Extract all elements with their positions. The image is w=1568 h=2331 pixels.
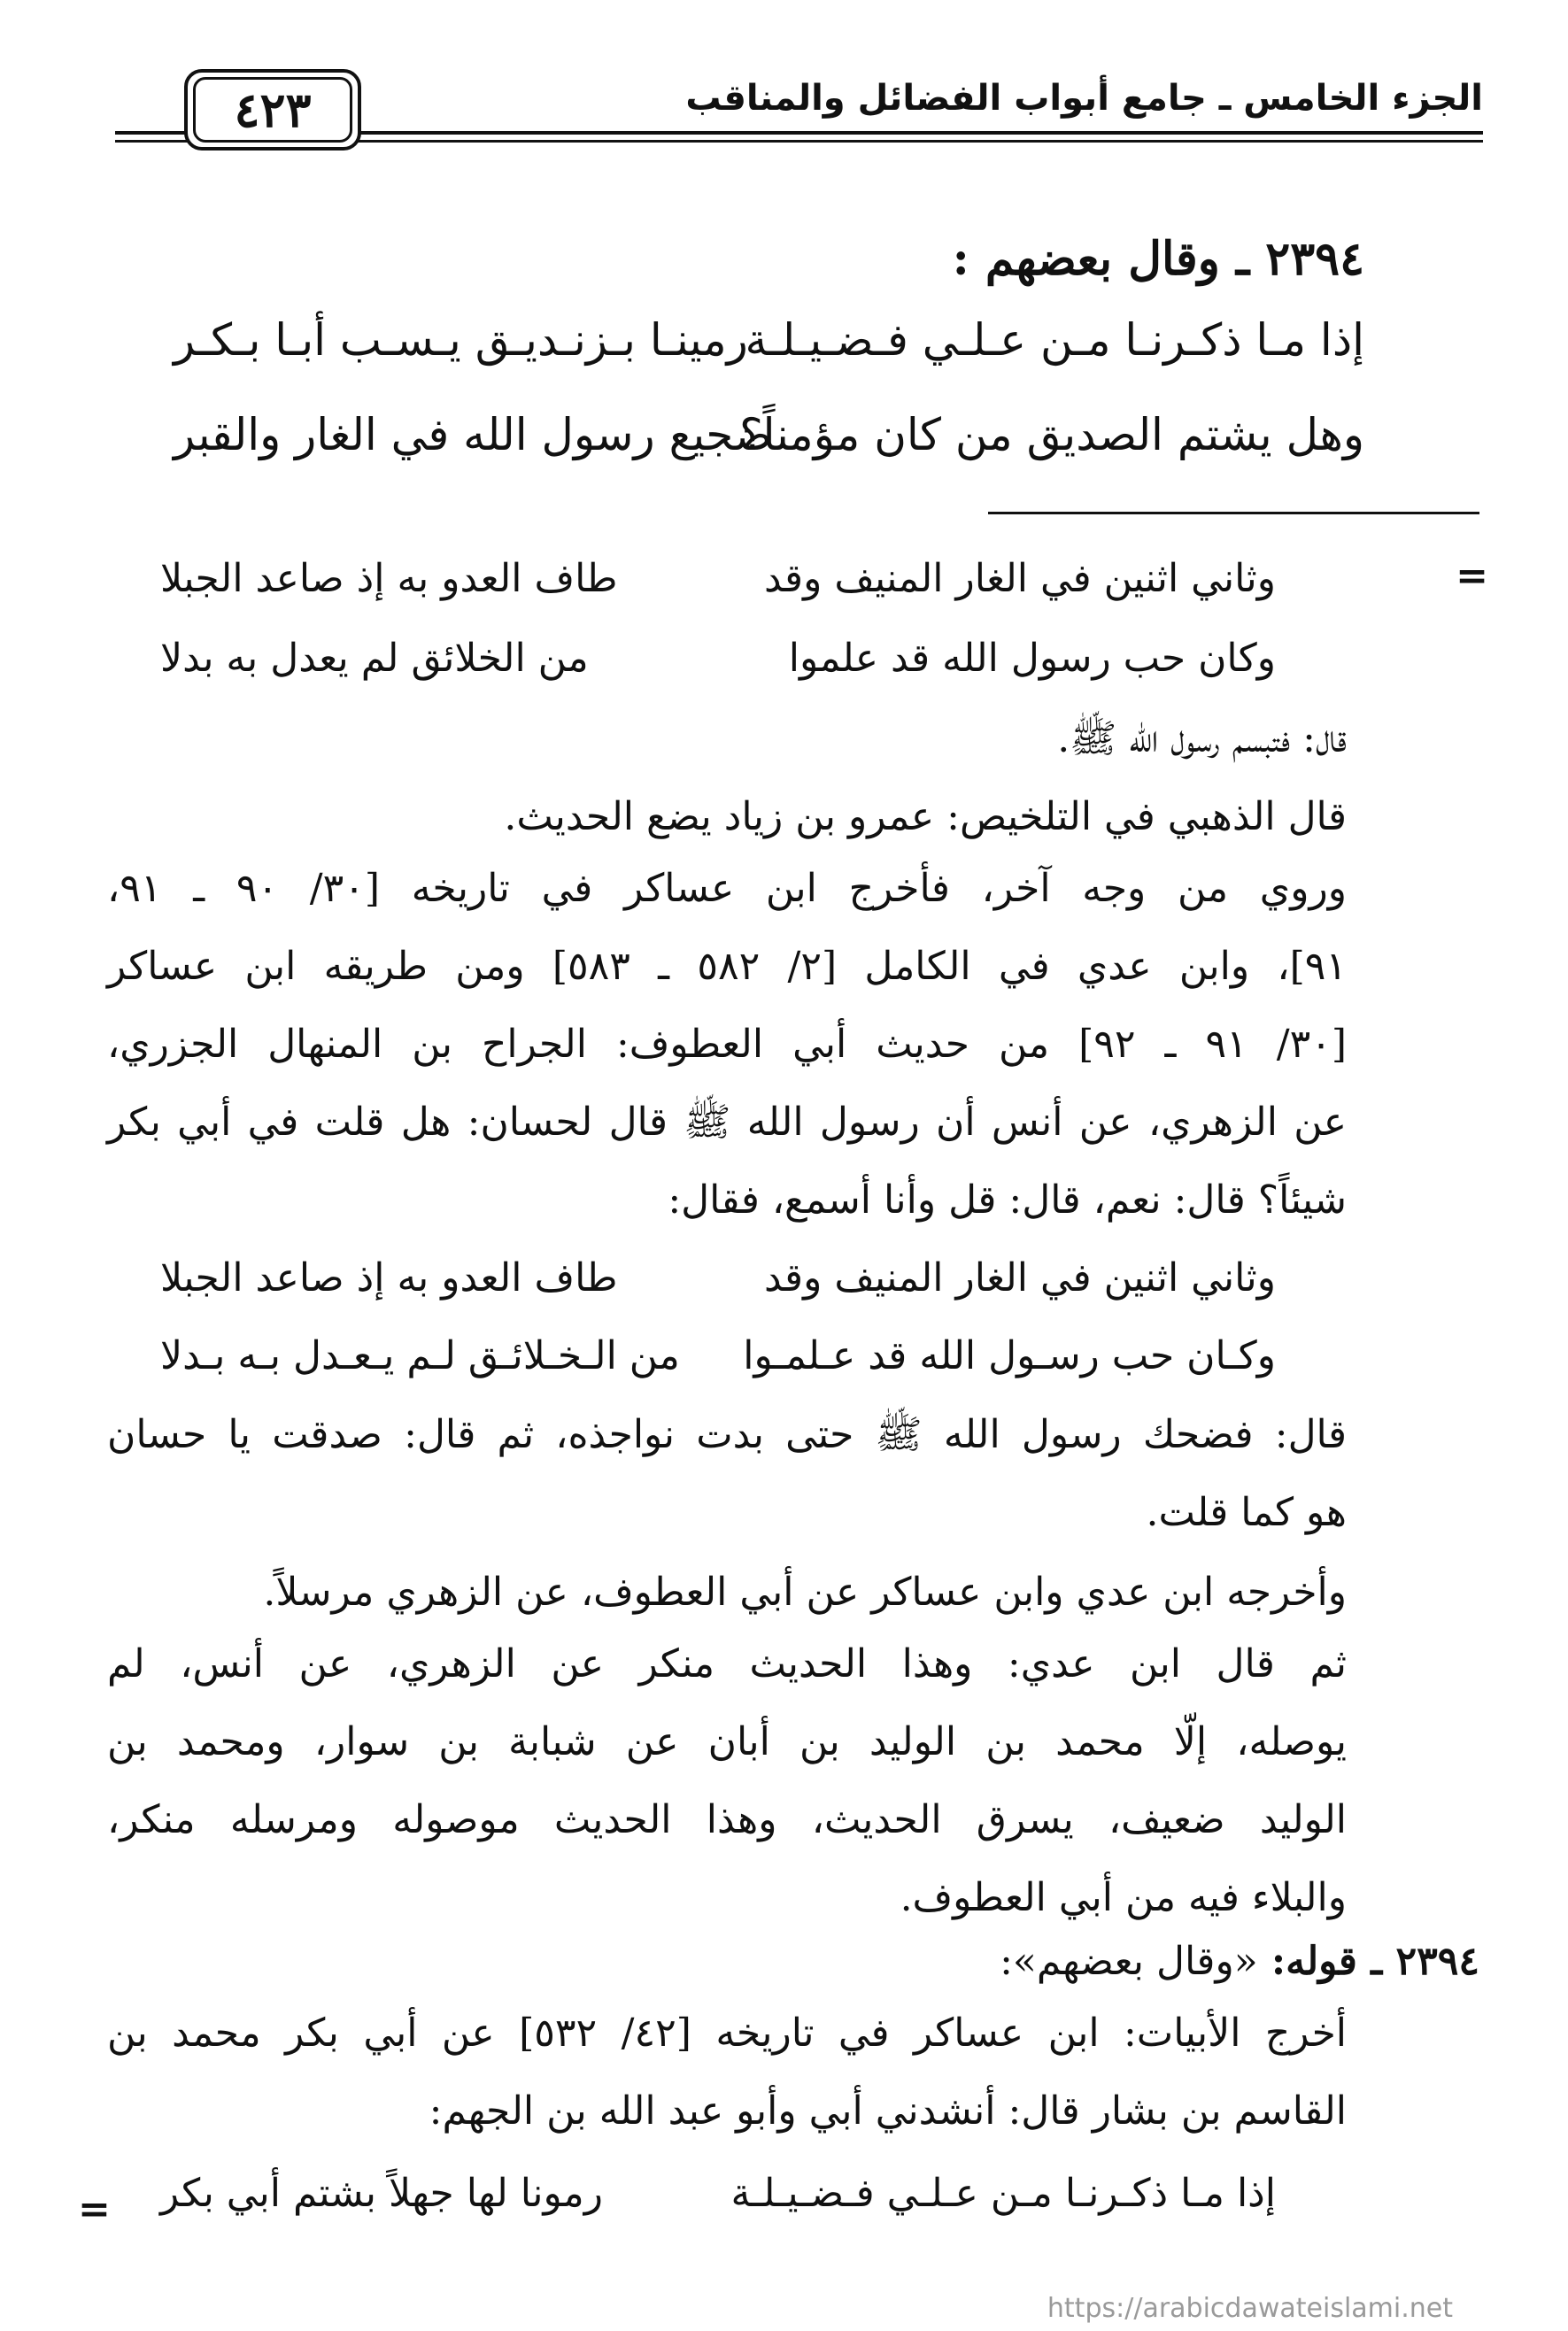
footnote-number: ٢٣٩٤ ـ قوله: xyxy=(1257,1939,1479,1984)
verse-first-hemistich: وكـان حب رسـول الله قد عـلمـوا xyxy=(743,1333,1276,1378)
source-watermark: https://arabicdawateislami.net xyxy=(1047,2293,1453,2324)
verse-second-hemistich: رمونا لها جهلاً بشتم أبي بكر xyxy=(160,2171,603,2216)
page-number: ٤٢٣ xyxy=(193,77,352,143)
verse-first-hemistich: وهل يشتم الصديق من كان مؤمناً؟ xyxy=(739,409,1364,460)
footnote-separator xyxy=(988,512,1479,514)
note-line: وأخرجه ابن عدي وابن عساكر عن أبي العطوف، عن الزهري مرسلاً. xyxy=(263,1570,1347,1615)
running-title: الجزء الخامس ـ جامع أبواب الفضائل والمناقب xyxy=(685,78,1483,119)
footnote-quote: «وقال بعضهم»: xyxy=(1000,1939,1258,1984)
verse-first-hemistich: وثاني اثنين في الغار المنيف وقد xyxy=(763,1255,1276,1301)
paragraph-line: [٣٠/ ٩١ ـ ٩٢] من حديث أبي العطوف: الجراح بن المنهال الجزري، xyxy=(107,1022,1347,1067)
continuation-mark-end: = xyxy=(78,2187,111,2232)
poem-number-title: ٢٣٩٤ ـ وقال بعضهم : xyxy=(952,232,1364,286)
note-paragraph xyxy=(107,1625,1347,1937)
verse-first-hemistich: وكان حب رسول الله قد علموا xyxy=(788,636,1276,681)
paragraph-line: الوليد ضعيف، يسرق الحديث، وهذا الحديث موصوله ومرسله منكر، xyxy=(107,1797,1347,1842)
note-paragraph xyxy=(107,1396,1347,1552)
paragraph-line: هو كما قلت. xyxy=(1146,1490,1347,1535)
paragraph-line: والبلاء فيه من أبي العطوف. xyxy=(900,1875,1347,1920)
paragraph-line: وروي من وجه آخر، فأخرج ابن عساكر في تاريخه [٣٠/ ٩٠ ـ ٩١، xyxy=(107,866,1347,911)
verse-second-hemistich: طاف العدو به إذ صاعد الجبلا xyxy=(160,1255,618,1301)
paragraph-line: قال: فضحك رسول الله ﷺ حتى بدت نواجذه، ثم قال: صدقت يا حسان xyxy=(107,1412,1347,1457)
paragraph-line: ثم قال ابن عدي: وهذا الحديث منكر عن الزهري، عن أنس، لم xyxy=(107,1641,1347,1687)
continuation-mark: = xyxy=(1456,553,1488,598)
paragraph-line: ٩١]، وابن عدي في الكامل [٢/ ٥٨٢ ـ ٥٨٣] ومن طريقه ابن عساكر xyxy=(107,944,1348,989)
verse-second-hemistich: من الـخـلائـق لـم يـعـدل بـه بـدلا xyxy=(160,1333,680,1378)
footnote-heading xyxy=(1000,1939,1479,1984)
note-line: قال الذهبي في التلخيص: عمرو بن زياد يضع الحديث. xyxy=(504,794,1347,839)
verse-first-hemistich: إذا مـا ذكـرنـا مـن عـلـي فـضـيـلـة xyxy=(730,2171,1276,2216)
verse-second-hemistich: من الخلائق لم يعدل به بدلا xyxy=(160,636,589,681)
paragraph-line: عن الزهري، عن أنس أن رسول الله ﷺ قال لحسان: هل قلت في أبي بكر xyxy=(107,1100,1347,1145)
note-line: قال: فتبسم رسول الله ﷺ. xyxy=(1057,716,1347,761)
page-header xyxy=(115,62,1483,155)
poem-verse xyxy=(174,314,1364,394)
paragraph-line: يوصله، إلّا محمد بن الوليد بن أبان عن شبابة بن سوار، ومحمد بن xyxy=(107,1719,1347,1764)
paragraph-line: القاسم بن بشار قال: أنشدني أبي وأبو عبد الله بن الجهم: xyxy=(429,2088,1347,2134)
note-paragraph xyxy=(107,1995,1347,2150)
note-verse xyxy=(160,1255,1276,1335)
verse-first-hemistich: إذا مـا ذكـرنـا مـن عـلـي فـضـيـلـة xyxy=(745,314,1364,366)
paragraph-line: أخرج الأبيات: ابن عساكر في تاريخه [٤٢/ ٥٣٢] عن أبي بكر محمد بن xyxy=(107,2011,1348,2056)
note-verse xyxy=(160,2171,1276,2250)
verse-second-hemistich: رمينـا بـزنـديـق يـسـب أبـا بـكـر xyxy=(174,314,748,366)
note-paragraph xyxy=(107,850,1347,1239)
paragraph-line: شيئاً؟ قال: نعم، قال: قل وأنا أسمع، فقال: xyxy=(668,1177,1347,1223)
note-verse xyxy=(160,636,1276,715)
poem-verse xyxy=(174,409,1364,489)
page-number-frame xyxy=(184,69,361,151)
verse-second-hemistich: ضجيع رسول الله في الغار والقبر xyxy=(174,409,773,460)
note-verse xyxy=(160,556,1276,636)
verse-first-hemistich: وثاني اثنين في الغار المنيف وقد xyxy=(763,556,1276,601)
verse-second-hemistich: طاف العدو به إذ صاعد الجبلا xyxy=(160,556,618,601)
